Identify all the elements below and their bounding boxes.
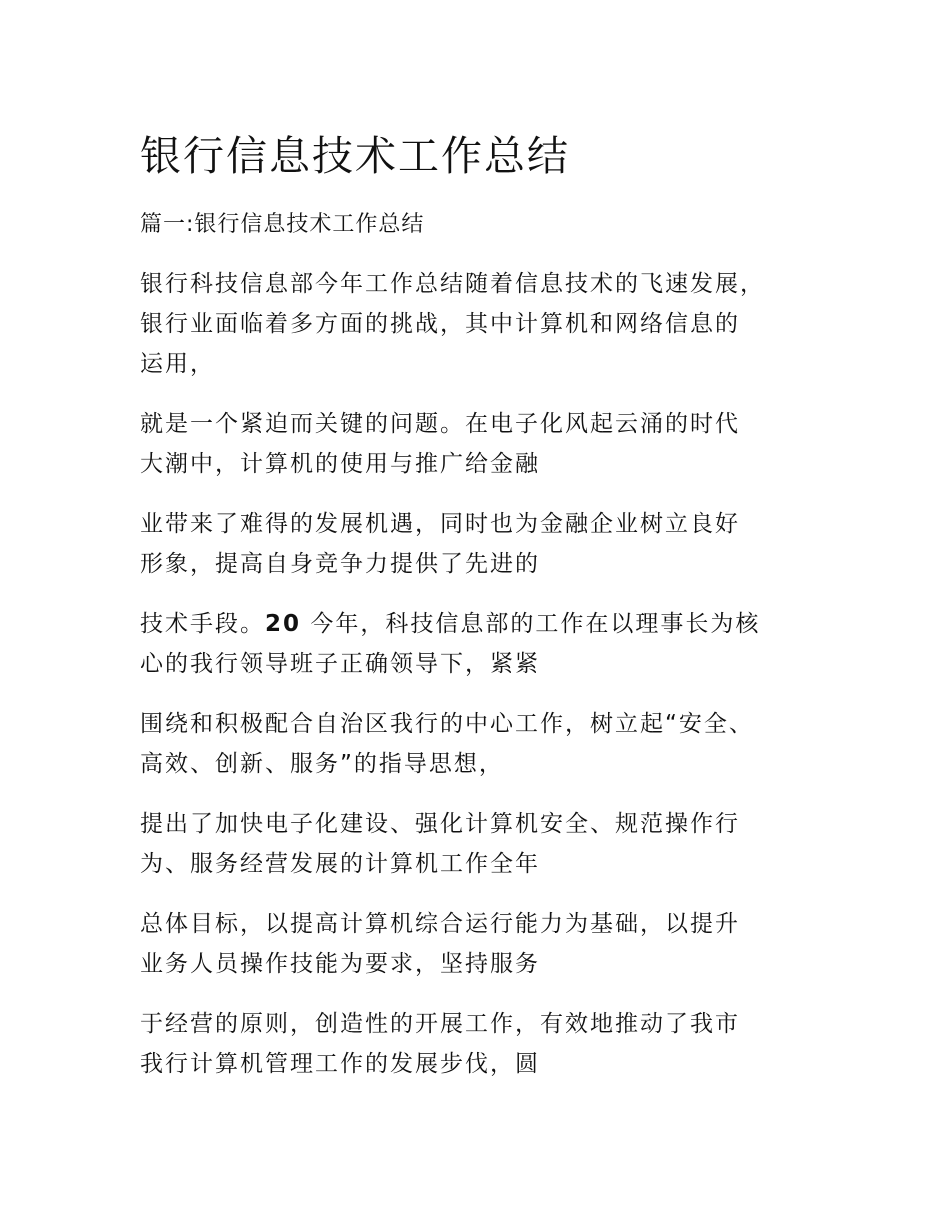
paragraph-line: 大潮中，计算机的使用与推广给金融 — [140, 451, 540, 477]
paragraph-8 — [140, 1004, 740, 1084]
line-prefix: 技术手段。 — [140, 611, 265, 637]
paragraph-line: 高效、创新、服务”的指导思想， — [140, 751, 504, 777]
paragraph-line — [140, 604, 760, 644]
paragraph-line: 提出了加快电子化建设、强化计算机安全、规范操作行 — [140, 811, 740, 837]
paragraph-line: 银行业面临着多方面的挑战，其中计算机和网络信息的 — [140, 311, 740, 337]
paragraph-line: 我行计算机管理工作的发展步伐，圆 — [140, 1051, 540, 1077]
paragraph-line: 就是一个紧迫而关键的问题。在电子化风起云涌的时代 — [140, 411, 740, 437]
paragraph-2 — [140, 404, 740, 484]
paragraph-1 — [140, 264, 765, 384]
paragraph-line: 为、服务经营发展的计算机工作全年 — [140, 851, 540, 877]
year-number: 20 — [265, 611, 302, 637]
line-suffix: 今年，科技信息部的工作在以理事长为核 — [301, 611, 761, 637]
paragraph-line: 形象，提高自身竞争力提供了先进的 — [140, 551, 540, 577]
paragraph-4 — [140, 604, 760, 684]
paragraph-line: 总体目标，以提高计算机综合运行能力为基础，以提升 — [140, 911, 740, 937]
paragraph-7 — [140, 904, 740, 984]
paragraph-5 — [140, 704, 754, 784]
paragraph-line: 业带来了难得的发展机遇，同时也为金融企业树立良好 — [140, 511, 740, 537]
document-title: 银行信息技术工作总结 — [140, 132, 570, 180]
paragraph-line: 心的我行领导班子正确领导下，紧紧 — [140, 651, 540, 677]
paragraph-line: 运用， — [140, 351, 215, 377]
paragraph-line: 银行科技信息部今年工作总结随着信息技术的飞速发展， — [140, 271, 765, 297]
paragraph-line: 业务人员操作技能为要求，坚持服务 — [140, 951, 540, 977]
document-subtitle: 篇一:银行信息技术工作总结 — [140, 212, 425, 237]
paragraph-line: 于经营的原则，创造性的开展工作，有效地推动了我市 — [140, 1011, 740, 1037]
paragraph-3 — [140, 504, 740, 584]
paragraph-line: 围绕和积极配合自治区我行的中心工作，树立起“安全、 — [140, 711, 754, 737]
paragraph-6 — [140, 804, 740, 884]
